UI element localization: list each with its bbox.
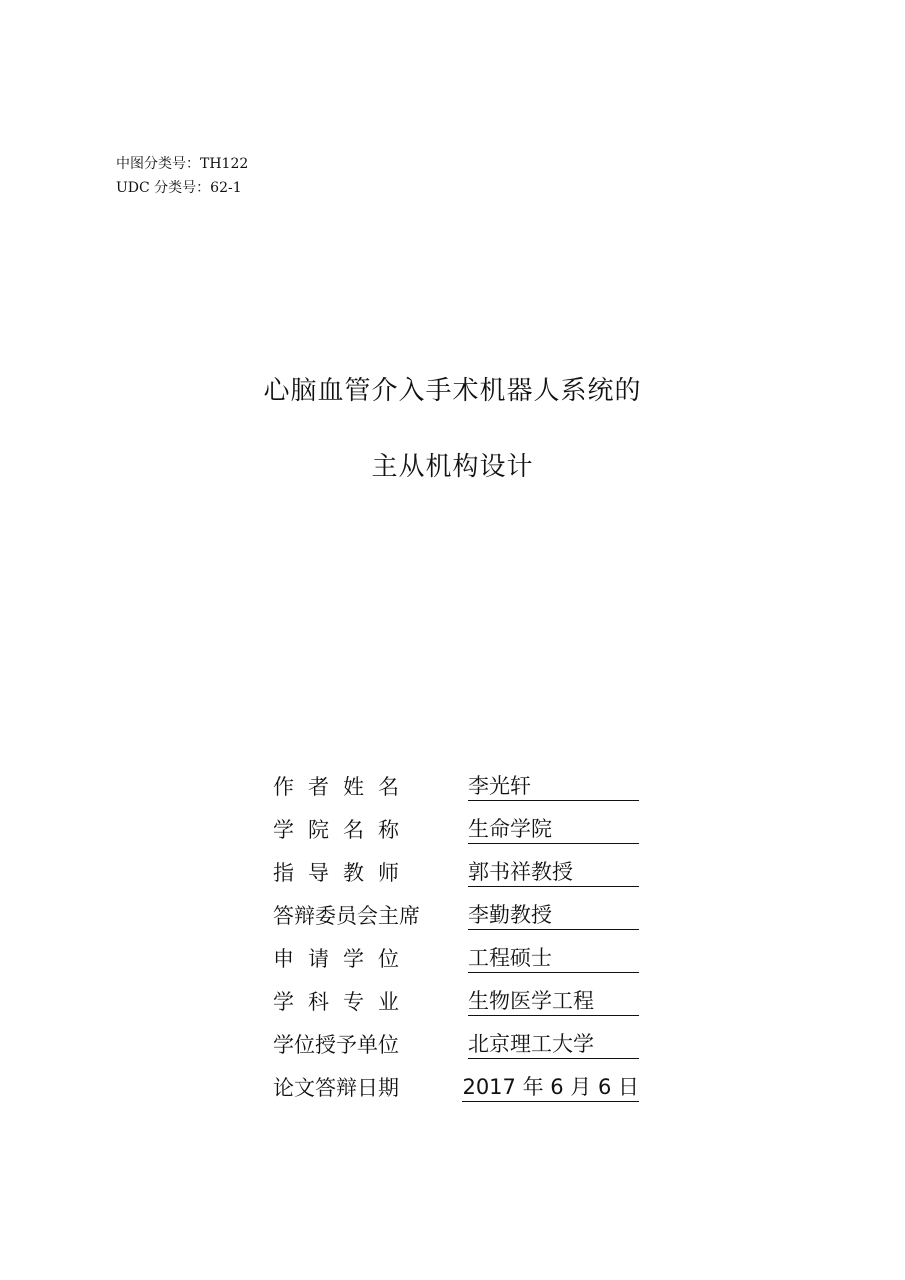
institution-value: 北京理工大学 (468, 1030, 639, 1059)
info-row-committee-chair (273, 887, 639, 930)
classification-block (116, 152, 248, 200)
advisor-value: 郭书祥教授 (468, 858, 639, 887)
info-row-defense-date (273, 1059, 639, 1102)
degree-label: 申请学位 (273, 947, 413, 971)
udc-classification-number: UDC 分类号：62-1 (116, 180, 242, 196)
college-label: 学院名称 (273, 818, 413, 842)
thesis-title-line-1: 心脑血管介入手术机器人系统的 (263, 376, 642, 406)
info-row-major (273, 973, 639, 1016)
info-row-college (273, 801, 639, 844)
info-row-institution (273, 1016, 639, 1059)
author-value: 李光轩 (468, 772, 639, 801)
defense-date-label: 论文答辩日期 (273, 1076, 399, 1100)
thesis-title-line-2: 主从机构设计 (371, 452, 534, 482)
college-value: 生命学院 (468, 815, 639, 844)
author-label: 作者姓名 (273, 775, 413, 799)
institution-label: 学位授予单位 (273, 1033, 399, 1057)
major-value: 生物医学工程 (468, 987, 639, 1016)
major-label: 学科专业 (273, 990, 413, 1014)
degree-value: 工程硕士 (468, 944, 639, 973)
info-row-degree (273, 930, 639, 973)
committee-chair-label: 答辩委员会主席 (273, 904, 420, 928)
committee-chair-value: 李勤教授 (468, 901, 639, 930)
info-row-author (273, 758, 639, 801)
advisor-label: 指导教师 (273, 861, 413, 885)
defense-date-value: 2017 年 6 月 6 日 (462, 1073, 639, 1102)
clc-classification-number: 中图分类号：TH122 (116, 156, 249, 172)
thesis-info-table (273, 758, 639, 1102)
info-row-advisor (273, 844, 639, 887)
